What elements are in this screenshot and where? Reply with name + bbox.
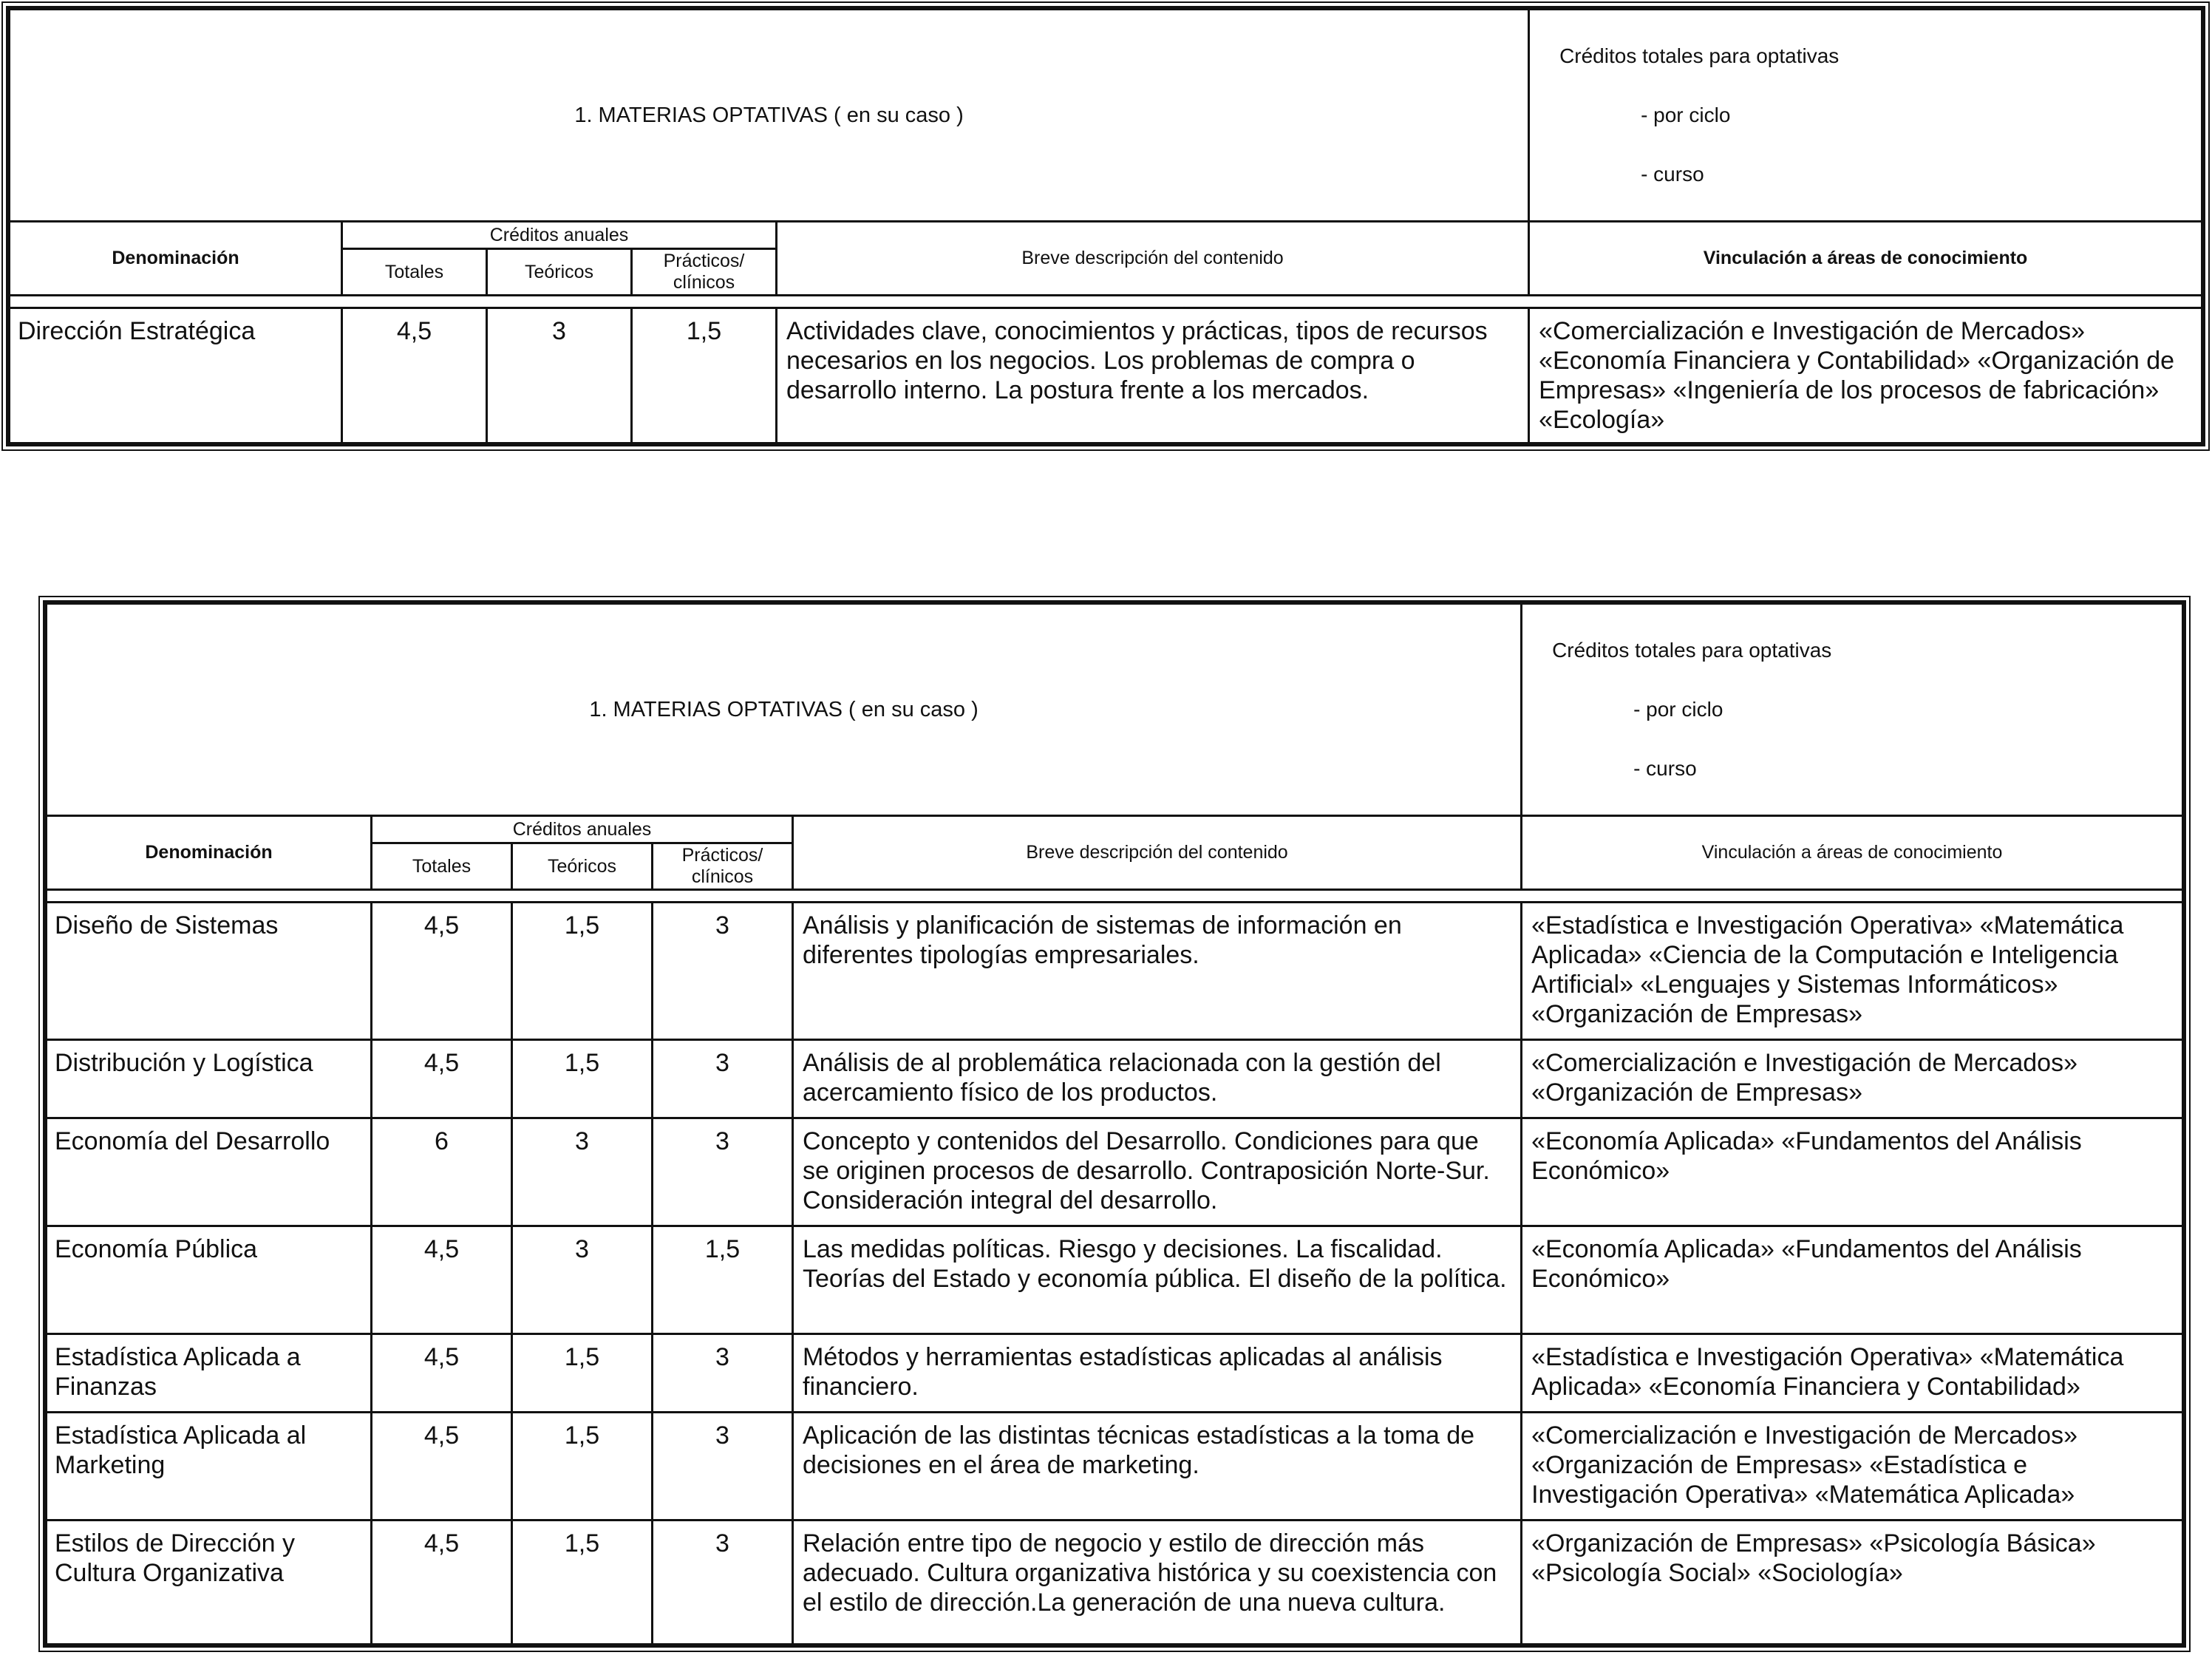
col-creditos-anuales: Créditos anuales [342, 222, 777, 249]
row-descripcion: Concepto y contenidos del Desarrollo. Condiciones para que se originen procesos de desarrollo. Contraposición Norte-Sur. Consideración integral del desarrollo. [793, 1118, 1522, 1226]
row-vinculacion: «Estadística e Investigación Operativa» «Matemática Aplicada» «Ciencia de la Computación e Inteligencia Artificial» «Lenguajes y Sistemas Informáticos» «Organización de Empresas» [1522, 903, 2183, 1040]
row-name: Dirección Estratégica [10, 308, 342, 444]
credits-box [1529, 10, 2202, 222]
row-totales: 4,5 [372, 1413, 512, 1521]
col-practicos: Prácticos/ clínicos [632, 249, 777, 296]
row-teoricos: 1,5 [512, 1040, 653, 1118]
optativas-table-1 [6, 6, 2205, 446]
table-row [47, 1118, 2183, 1226]
row-totales: 6 [372, 1118, 512, 1226]
row-teoricos: 3 [512, 1118, 653, 1226]
row-teoricos: 3 [487, 308, 632, 444]
row-name: Estadística Aplicada al Marketing [47, 1413, 372, 1521]
row-name: Estadística Aplicada a Finanzas [47, 1334, 372, 1413]
row-name: Economía Pública [47, 1226, 372, 1334]
col-totales: Totales [372, 843, 512, 890]
table-row [10, 308, 2202, 444]
credits-box [1522, 604, 2183, 816]
row-descripcion: Análisis y planificación de sistemas de información en diferentes tipologías empresariales. [793, 903, 1522, 1040]
row-vinculacion: «Economía Aplicada» «Fundamentos del Análisis Económico» [1522, 1226, 2183, 1334]
row-teoricos: 1,5 [512, 1334, 653, 1413]
row-descripcion: Las medidas políticas. Riesgo y decisiones. La fiscalidad. Teorías del Estado y economía pública. El diseño de la política. [793, 1226, 1522, 1334]
col-teoricos: Teóricos [512, 843, 653, 890]
table-body [47, 903, 2183, 1645]
row-totales: 4,5 [372, 1521, 512, 1645]
row-totales: 4,5 [372, 903, 512, 1040]
row-name: Diseño de Sistemas [47, 903, 372, 1040]
row-teoricos: 1,5 [512, 1521, 653, 1645]
row-teoricos: 1,5 [512, 903, 653, 1040]
table-row [47, 1413, 2183, 1521]
table-row [47, 903, 2183, 1040]
row-practicos: 1,5 [632, 308, 777, 444]
col-practicos: Prácticos/ clínicos [653, 843, 793, 890]
col-teoricos: Teóricos [487, 249, 632, 296]
section-title: 1. MATERIAS OPTATIVAS ( en su caso ) [47, 604, 1522, 816]
row-totales: 4,5 [372, 1334, 512, 1413]
col-denominacion: Denominación [10, 222, 342, 296]
row-name: Estilos de Dirección y Cultura Organizativa [47, 1521, 372, 1645]
row-descripcion: Relación entre tipo de negocio y estilo de dirección más adecuado. Cultura organizativa histórica y su coexistencia con el estilo de dirección.La generación de una nueva cultura. [793, 1521, 1522, 1645]
section-title: 1. MATERIAS OPTATIVAS ( en su caso ) [10, 10, 1529, 222]
row-vinculacion: «Comercialización e Investigación de Mercados» «Economía Financiera y Contabilidad» «Organización de Empresas» «Ingeniería de los procesos de fabricación» «Ecología» [1529, 308, 2202, 444]
row-practicos: 3 [653, 903, 793, 1040]
col-vinculacion: Vinculación a áreas de conocimiento [1529, 222, 2202, 296]
por-ciclo-label: - por ciclo [1641, 103, 1731, 126]
col-creditos-anuales: Créditos anuales [372, 816, 793, 843]
row-vinculacion: «Economía Aplicada» «Fundamentos del Análisis Económico» [1522, 1118, 2183, 1226]
table-row [47, 1040, 2183, 1118]
row-totales: 4,5 [372, 1040, 512, 1118]
row-practicos: 1,5 [653, 1226, 793, 1334]
table-row [47, 1334, 2183, 1413]
row-practicos: 3 [653, 1413, 793, 1521]
optativas-table-2 [43, 600, 2186, 1648]
header-separator [47, 890, 2183, 903]
row-teoricos: 3 [512, 1226, 653, 1334]
curso-label: - curso [1641, 163, 1704, 186]
row-name: Distribución y Logística [47, 1040, 372, 1118]
row-totales: 4,5 [372, 1226, 512, 1334]
row-descripcion: Métodos y herramientas estadísticas aplicadas al análisis financiero. [793, 1334, 1522, 1413]
row-practicos: 3 [653, 1521, 793, 1645]
row-practicos: 3 [653, 1040, 793, 1118]
row-totales: 4,5 [342, 308, 487, 444]
credits-total-label: Créditos totales para optativas [1559, 44, 1840, 67]
row-practicos: 3 [653, 1334, 793, 1413]
row-descripcion: Aplicación de las distintas técnicas estadísticas a la toma de decisiones en el área de marketing. [793, 1413, 1522, 1521]
row-vinculacion: «Comercialización e Investigación de Mercados» «Organización de Empresas» «Estadística e Investigación Operativa» «Matemática Aplicada» [1522, 1413, 2183, 1521]
table-row [47, 1226, 2183, 1334]
row-name: Economía del Desarrollo [47, 1118, 372, 1226]
col-descripcion: Breve descripción del contenido [777, 222, 1529, 296]
header-separator [10, 296, 2202, 308]
col-vinculacion: Vinculación a áreas de conocimiento [1522, 816, 2183, 890]
table-row [47, 1521, 2183, 1645]
por-ciclo-label: - por ciclo [1633, 698, 1723, 721]
row-vinculacion: «Comercialización e Investigación de Mercados» «Organización de Empresas» [1522, 1040, 2183, 1118]
col-denominacion: Denominación [47, 816, 372, 890]
curso-label: - curso [1633, 757, 1697, 780]
row-teoricos: 1,5 [512, 1413, 653, 1521]
row-vinculacion: «Estadística e Investigación Operativa» «Matemática Aplicada» «Economía Financiera y Contabilidad» [1522, 1334, 2183, 1413]
row-practicos: 3 [653, 1118, 793, 1226]
row-descripcion: Actividades clave, conocimientos y prácticas, tipos de recursos necesarios en los negocios. Los problemas de compra o desarrollo interno. La postura frente a los mercados. [777, 308, 1529, 444]
credits-total-label: Créditos totales para optativas [1552, 639, 1832, 662]
col-descripcion: Breve descripción del contenido [793, 816, 1522, 890]
col-totales: Totales [342, 249, 487, 296]
row-descripcion: Análisis de al problemática relacionada con la gestión del acercamiento físico de los productos. [793, 1040, 1522, 1118]
row-vinculacion: «Organización de Empresas» «Psicología Básica» «Psicología Social» «Sociología» [1522, 1521, 2183, 1645]
